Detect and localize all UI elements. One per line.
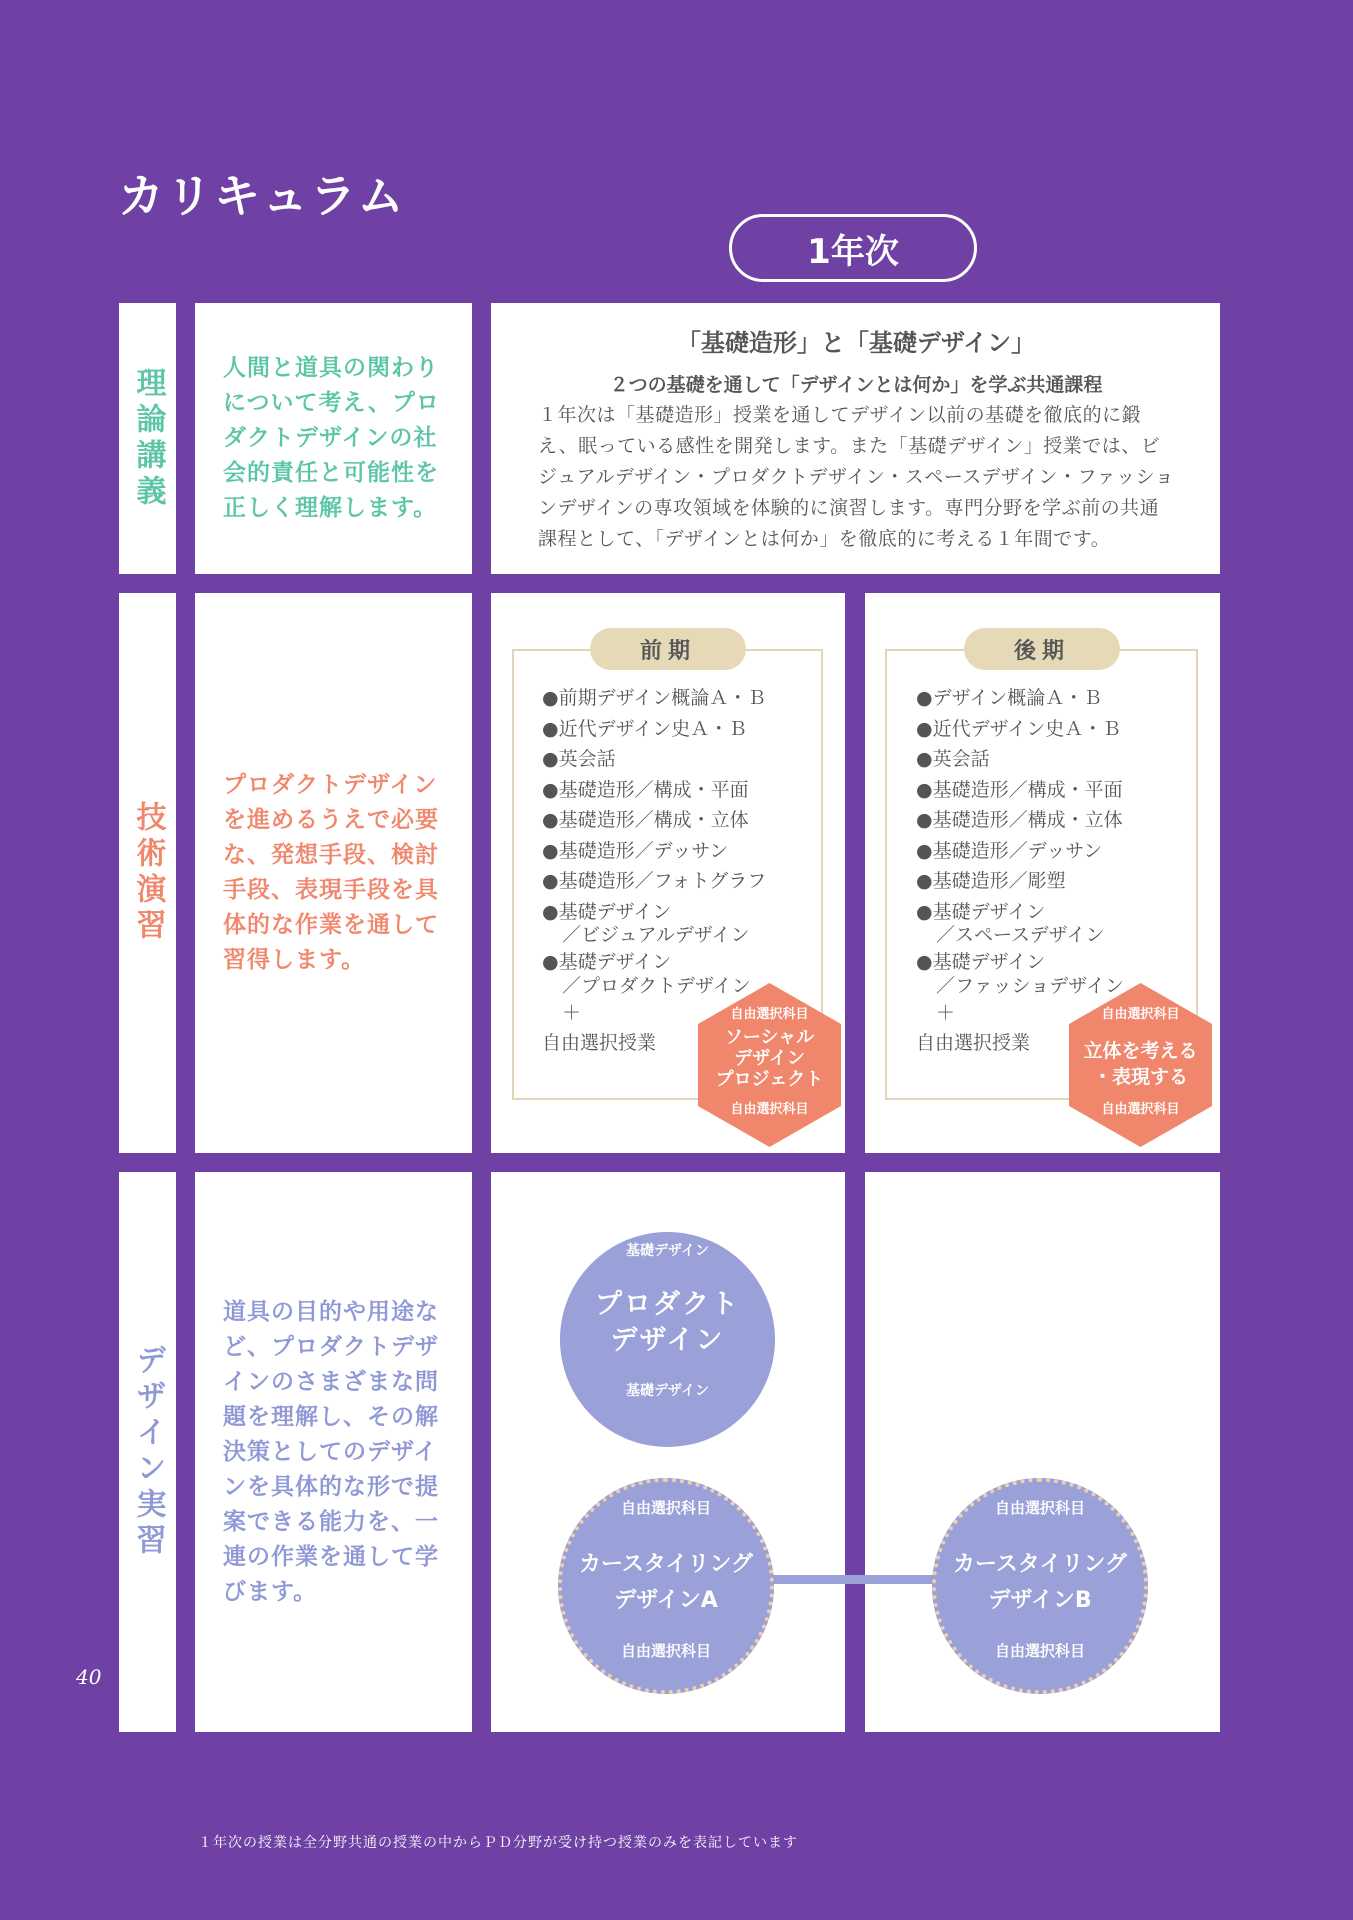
theory-body: １年次は「基礎造形」授業を通してデザイン以前の基礎を徹底的に鍛え、眠っている感性を開発します。また「基礎デザイン」授業では、ビジュアルデザイン・プロダクトデザイン・スペースデザイン・ファッションデザインの専攻領域を体験的に演習します。専門分野を学ぶ前の共通課程として、「デザインとは何か」を徹底的に考える１年間です。	[538, 404, 1175, 550]
footnote: １年次の授業は全分野共通の授業の中からＰＤ分野が受け持つ授業のみを表記しています	[198, 1835, 798, 1851]
course-item: ●基礎造形／構成・立体	[916, 809, 1123, 831]
circle-bottom-label: 自由選択科目	[994, 1642, 1085, 1660]
theory-subheading: ２つの基礎を通して「デザインとは何か」を学ぶ共通課程	[609, 374, 1103, 396]
course-item: ●基礎デザイン	[542, 900, 672, 923]
course-item-sub: ／プロダクトデザイン	[562, 974, 751, 997]
page-number: 40	[76, 1665, 102, 1689]
course-item: ●基礎造形／デッサン	[916, 839, 1103, 862]
course-item-sub: ／スペースデザイン	[936, 924, 1105, 946]
page-title: カリキュラム	[118, 169, 406, 223]
course-item: ●デザイン概論Ａ・Ｂ	[916, 687, 1103, 709]
course-item: ●基礎デザイン	[916, 900, 1046, 923]
circle-main-label: プロダクト デザイン	[595, 1289, 740, 1356]
circle-bottom-label: 基礎デザイン	[625, 1383, 710, 1399]
circle-bottom-label: 自由選択科目	[620, 1642, 711, 1660]
plus-sign: ＋	[936, 1001, 956, 1024]
course-item: ●基礎造形／構成・平面	[542, 778, 749, 801]
practice-label: 技術演習	[119, 593, 176, 1153]
course-item: ●基礎造形／構成・平面	[916, 778, 1123, 801]
theory-label: 理論講義	[119, 303, 176, 574]
second-term-tag: 後期	[964, 628, 1120, 670]
circle-main-label: カースタイリング デザインB	[952, 1552, 1128, 1613]
course-connector-line	[770, 1575, 950, 1584]
circle-main-label: カースタイリング デザインA	[578, 1552, 754, 1613]
design-description: 道具の目的や用途など、プロダクトデザインのさまざまな問題を理解し、その解決策としてのデザインを具体的な形で提案できる能力を、一連の作業を通して学びます。	[195, 1172, 472, 1732]
course-item: ●近代デザイン史Ａ・Ｂ	[916, 717, 1122, 740]
practice-description: プロダクトデザインを進めるうえで必要な、発想手段、検討手段、表現手段を具体的な作業を通して習得します。	[195, 593, 472, 1153]
course-item: ●近代デザイン史Ａ・Ｂ	[542, 717, 748, 740]
course-item: ●基礎デザイン	[916, 951, 1046, 973]
course-item: ●英会話	[916, 748, 990, 770]
circle-top-label: 自由選択科目	[620, 1499, 711, 1517]
theory-description: 人間と道具の関わりについて考え、プロダクトデザインの社会的責任と可能性を正しく理解します。	[195, 303, 472, 574]
hex-top-label: 自由選択科目	[1101, 1007, 1180, 1022]
circle-top-label: 基礎デザイン	[625, 1243, 710, 1259]
first-term-tag: 前期	[590, 628, 746, 670]
year-label: 1年次	[729, 214, 977, 282]
course-item: ●基礎造形／デッサン	[542, 839, 729, 862]
elective-label: 自由選択授業	[916, 1032, 1031, 1054]
course-item: ●基礎造形／構成・立体	[542, 809, 749, 831]
course-item: ●基礎デザイン	[542, 951, 672, 973]
course-item-sub: ／ファッショデザイン	[936, 974, 1124, 997]
elective-label: 自由選択授業	[542, 1032, 657, 1054]
hex-bottom-label: 自由選択科目	[1101, 1102, 1180, 1117]
circle-top-label: 自由選択科目	[994, 1499, 1085, 1517]
design-label: デザイン実習	[119, 1172, 176, 1732]
hex-top-label: 自由選択科目	[730, 1007, 809, 1022]
hex-bottom-label: 自由選択科目	[730, 1102, 809, 1117]
plus-sign: ＋	[562, 1001, 582, 1024]
hex-main-label: 立体を考える ・表現する	[1083, 1040, 1198, 1088]
hex-main-label: ソーシャル デザイン プロジェクト	[715, 1027, 824, 1090]
course-item-sub: ／ビジュアルデザイン	[562, 924, 750, 946]
course-item: ●基礎造形／彫塑	[916, 870, 1066, 892]
course-item: ●英会話	[542, 748, 616, 770]
course-item: ●前期デザイン概論Ａ・Ｂ	[542, 687, 767, 709]
theory-heading: 「基礎造形」と「基礎デザイン」	[676, 329, 1036, 357]
course-item: ●基礎造形／フォトグラフ	[542, 870, 767, 892]
